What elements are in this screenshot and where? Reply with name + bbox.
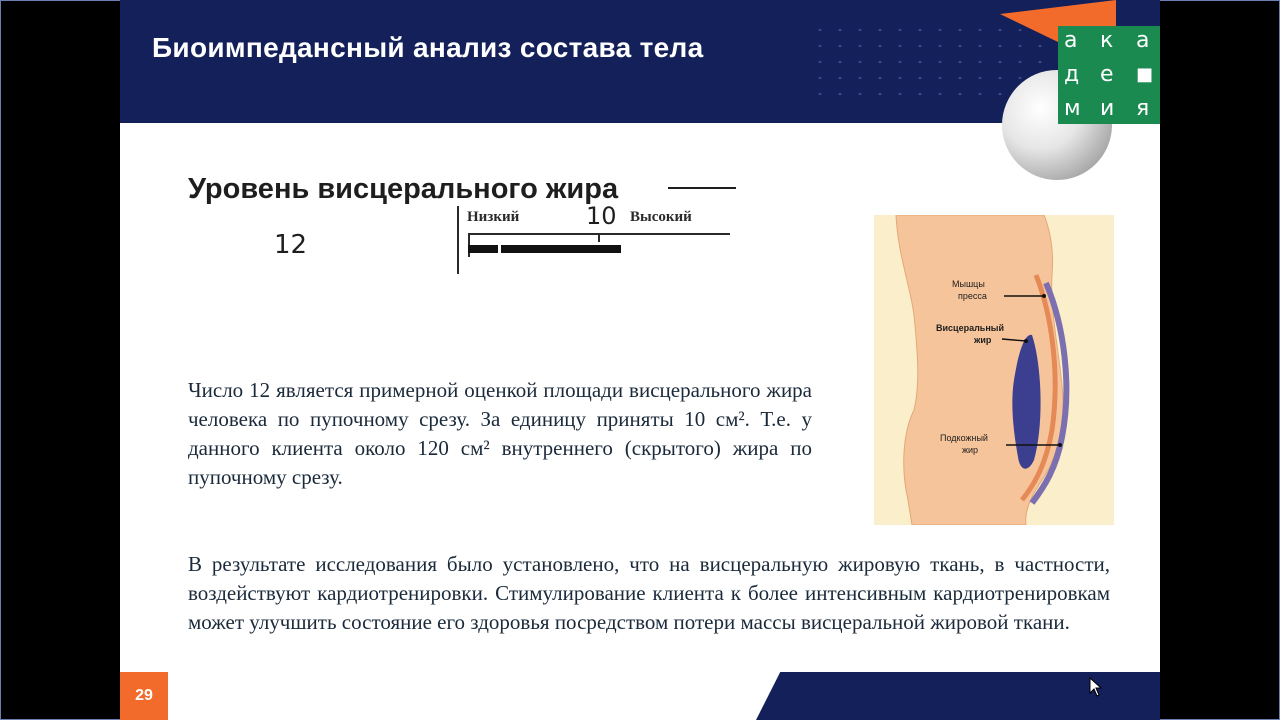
slide-header — [120, 0, 1160, 123]
logo-letter: а — [1136, 28, 1150, 53]
slide — [120, 0, 1160, 720]
scale-threshold-label: 10 — [586, 202, 617, 230]
page-number: 29 — [120, 672, 168, 720]
logo-letter: я — [1136, 96, 1150, 121]
indicator-heading: Уровень висцерального жира — [188, 173, 619, 205]
explanation-paragraph: Число 12 является примерной оценкой площади висцерального жира человека по пупочному срезу. За единицу приняты 10 см². Т.е. у данного клиента около 120 см² внутреннего (скрытого) жира по пупочному срезу. — [188, 378, 812, 489]
academy-logo — [1058, 26, 1160, 124]
label-muscles-line2: пресса — [958, 291, 987, 301]
scale-low-label: Низкий — [467, 209, 520, 225]
label-subcut-line1: Подкожный — [940, 433, 988, 443]
scale-bar-gap — [498, 245, 501, 253]
scale-threshold-tick — [598, 233, 600, 242]
scale-high-label: Высокий — [630, 209, 692, 225]
scale-fill-bar — [468, 245, 621, 253]
logo-letter: а — [1064, 28, 1078, 53]
heading-rule — [668, 187, 736, 189]
scale-divider — [457, 206, 459, 274]
logo-letter: д — [1064, 62, 1080, 87]
abdomen-cross-section-figure — [874, 215, 1114, 525]
mouse-cursor-icon — [1089, 677, 1103, 697]
label-visceral-line1: Висцеральный — [936, 323, 1004, 333]
conclusion-paragraph: В результате исследования было установлено, что на висцеральную жировую ткань, в частности, воздействуют кардиотренировки. Стимулирование клиента к более интенсивным кардиотренировкам может улучшить состояние его здоровья посредством потери массы висцеральной жировой ткани. — [188, 552, 1110, 634]
logo-letter: м — [1064, 96, 1081, 121]
slide-title: Биоимпедансный анализ состава тела — [152, 32, 704, 63]
indicator-value: 12 — [274, 230, 308, 260]
logo-letter: ■ — [1136, 64, 1154, 85]
label-subcut-line2: жир — [962, 445, 979, 455]
label-muscles-line1: Мышцы — [952, 279, 985, 289]
logo-letter: к — [1100, 28, 1114, 53]
logo-letter: и — [1100, 96, 1115, 121]
label-visceral-line2: жир — [974, 335, 992, 345]
logo-letter: е — [1100, 62, 1114, 87]
